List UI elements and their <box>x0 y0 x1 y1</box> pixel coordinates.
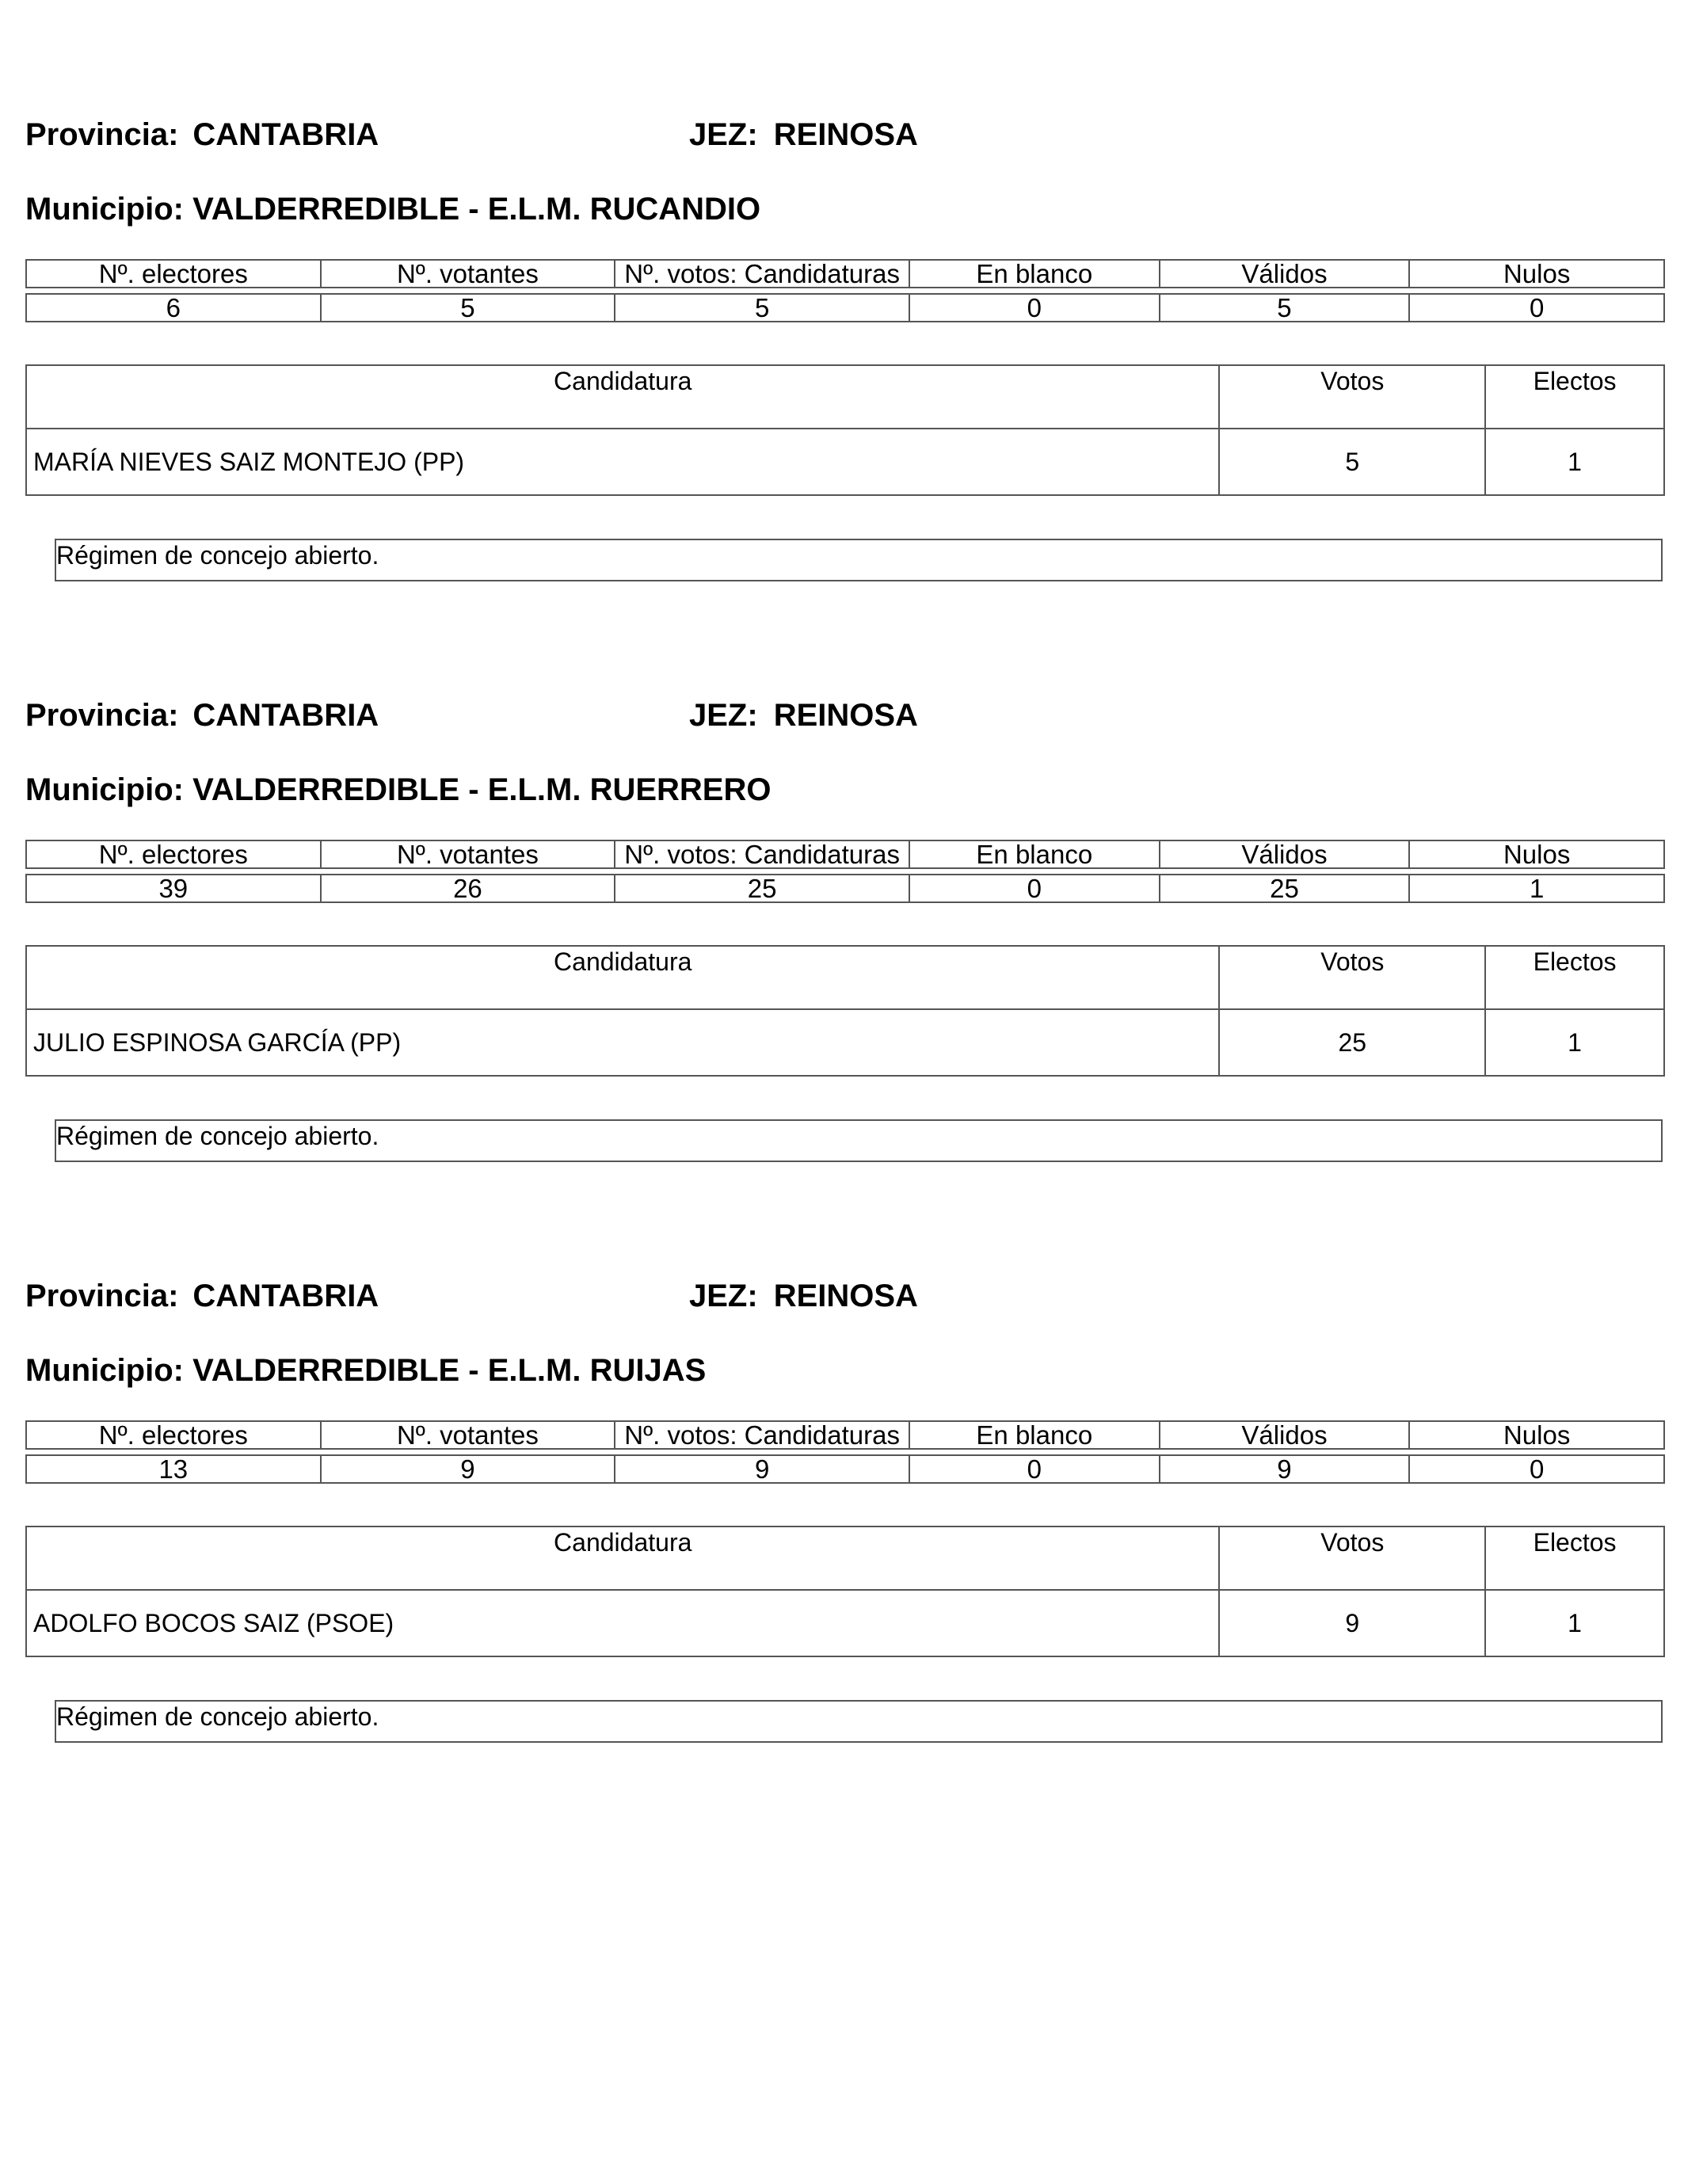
stats-header-cell: Nº. electores <box>26 1421 321 1449</box>
municipio-label: Municipio: <box>25 1353 184 1388</box>
stats-value-cell: 5 <box>615 294 909 322</box>
jez-value: REINOSA <box>773 698 918 733</box>
stats-table <box>25 1420 1665 1484</box>
stats-header-cell: Nulos <box>1409 840 1664 868</box>
municipio-value: VALDERREDIBLE - E.L.M. RUIJAS <box>192 1353 707 1388</box>
provincia-label: Provincia: <box>25 1279 179 1313</box>
electos-header: Electos <box>1485 365 1664 429</box>
provincia-line <box>25 698 379 733</box>
stats-header-cell: Válidos <box>1160 260 1410 288</box>
stats-table <box>25 259 1665 322</box>
jez-value: REINOSA <box>773 117 918 152</box>
stats-value-cell: 5 <box>321 294 615 322</box>
electos-header: Electos <box>1485 1527 1664 1590</box>
election-result-block <box>0 0 1684 586</box>
candidates-table <box>25 364 1665 496</box>
municipio-value: VALDERREDIBLE - E.L.M. RUERRERO <box>192 772 772 807</box>
candidate-name: JULIO ESPINOSA GARCÍA (PP) <box>26 1009 1219 1076</box>
stats-header-cell: Nº. votos: Candidaturas <box>615 1421 909 1449</box>
stats-value-cell: 1 <box>1409 875 1664 902</box>
election-result-block <box>0 581 1684 1167</box>
candidate-row <box>26 1590 1664 1656</box>
stats-header-row <box>26 840 1664 868</box>
candidatura-header: Candidatura <box>26 1527 1219 1590</box>
municipio-line <box>25 192 760 227</box>
jez-line <box>689 1279 918 1313</box>
stats-value-row <box>26 875 1664 902</box>
stats-value-cell: 0 <box>1409 1455 1664 1483</box>
regimen-note: Régimen de concejo abierto. <box>55 1700 1663 1743</box>
jez-label: JEZ: <box>689 117 758 152</box>
stats-header-cell: Nº. votantes <box>321 840 615 868</box>
jez-line <box>689 698 918 733</box>
candidate-row <box>26 429 1664 495</box>
stats-value-cell: 26 <box>321 875 615 902</box>
candidatura-header: Candidatura <box>26 365 1219 429</box>
votos-header: Votos <box>1219 1527 1485 1590</box>
electos-header: Electos <box>1485 946 1664 1009</box>
stats-value-cell: 13 <box>26 1455 321 1483</box>
candidate-electos: 1 <box>1485 1590 1664 1656</box>
stats-header-cell: Válidos <box>1160 1421 1410 1449</box>
stats-value-cell: 9 <box>615 1455 909 1483</box>
stats-header-cell: En blanco <box>909 260 1160 288</box>
stats-header-cell: En blanco <box>909 1421 1160 1449</box>
stats-header-row <box>26 1421 1664 1449</box>
candidate-electos: 1 <box>1485 1009 1664 1076</box>
stats-value-cell: 5 <box>1160 294 1410 322</box>
stats-value-cell: 39 <box>26 875 321 902</box>
candidate-electos: 1 <box>1485 429 1664 495</box>
stats-header-cell: Nulos <box>1409 1421 1664 1449</box>
stats-value-row <box>26 1455 1664 1483</box>
jez-value: REINOSA <box>773 1279 918 1313</box>
provincia-value: CANTABRIA <box>192 117 379 152</box>
stats-header-cell: Nº. votantes <box>321 260 615 288</box>
votos-header: Votos <box>1219 946 1485 1009</box>
stats-header-cell: Nº. votos: Candidaturas <box>615 260 909 288</box>
stats-header-cell: Nulos <box>1409 260 1664 288</box>
stats-value-cell: 0 <box>909 1455 1160 1483</box>
candidate-votos: 9 <box>1219 1590 1485 1656</box>
stats-header-cell: Válidos <box>1160 840 1410 868</box>
candidate-votos: 5 <box>1219 429 1485 495</box>
candidates-header-row <box>26 946 1664 1009</box>
provincia-label: Provincia: <box>25 117 179 152</box>
stats-value-cell: 0 <box>909 875 1160 902</box>
regimen-note: Régimen de concejo abierto. <box>55 539 1663 581</box>
provincia-line <box>25 117 379 152</box>
stats-table <box>25 840 1665 903</box>
candidates-header-row <box>26 365 1664 429</box>
candidate-votos: 25 <box>1219 1009 1485 1076</box>
municipio-label: Municipio: <box>25 772 184 807</box>
stats-header-cell: Nº. electores <box>26 260 321 288</box>
stats-header-row <box>26 260 1664 288</box>
candidate-name: MARÍA NIEVES SAIZ MONTEJO (PP) <box>26 429 1219 495</box>
jez-line <box>689 117 918 152</box>
jez-label: JEZ: <box>689 698 758 733</box>
stats-value-cell: 0 <box>1409 294 1664 322</box>
municipio-line <box>25 1353 706 1388</box>
candidate-name: ADOLFO BOCOS SAIZ (PSOE) <box>26 1590 1219 1656</box>
provincia-value: CANTABRIA <box>192 698 379 733</box>
candidates-table <box>25 945 1665 1077</box>
stats-value-cell: 9 <box>321 1455 615 1483</box>
regimen-note: Régimen de concejo abierto. <box>55 1119 1663 1162</box>
stats-header-cell: Nº. votos: Candidaturas <box>615 840 909 868</box>
stats-header-cell: Nº. electores <box>26 840 321 868</box>
stats-value-cell: 0 <box>909 294 1160 322</box>
provincia-label: Provincia: <box>25 698 179 733</box>
jez-label: JEZ: <box>689 1279 758 1313</box>
stats-value-cell: 9 <box>1160 1455 1410 1483</box>
municipio-value: VALDERREDIBLE - E.L.M. RUCANDIO <box>192 192 761 227</box>
stats-header-cell: En blanco <box>909 840 1160 868</box>
provincia-line <box>25 1279 379 1313</box>
stats-value-cell: 25 <box>615 875 909 902</box>
stats-value-cell: 25 <box>1160 875 1410 902</box>
municipio-line <box>25 772 771 807</box>
candidates-header-row <box>26 1527 1664 1590</box>
stats-header-cell: Nº. votantes <box>321 1421 615 1449</box>
stats-value-cell: 6 <box>26 294 321 322</box>
stats-value-row <box>26 294 1664 322</box>
provincia-value: CANTABRIA <box>192 1279 379 1313</box>
candidates-table <box>25 1526 1665 1657</box>
votos-header: Votos <box>1219 365 1485 429</box>
candidatura-header: Candidatura <box>26 946 1219 1009</box>
election-result-block <box>0 1161 1684 1748</box>
municipio-label: Municipio: <box>25 192 184 227</box>
candidate-row <box>26 1009 1664 1076</box>
